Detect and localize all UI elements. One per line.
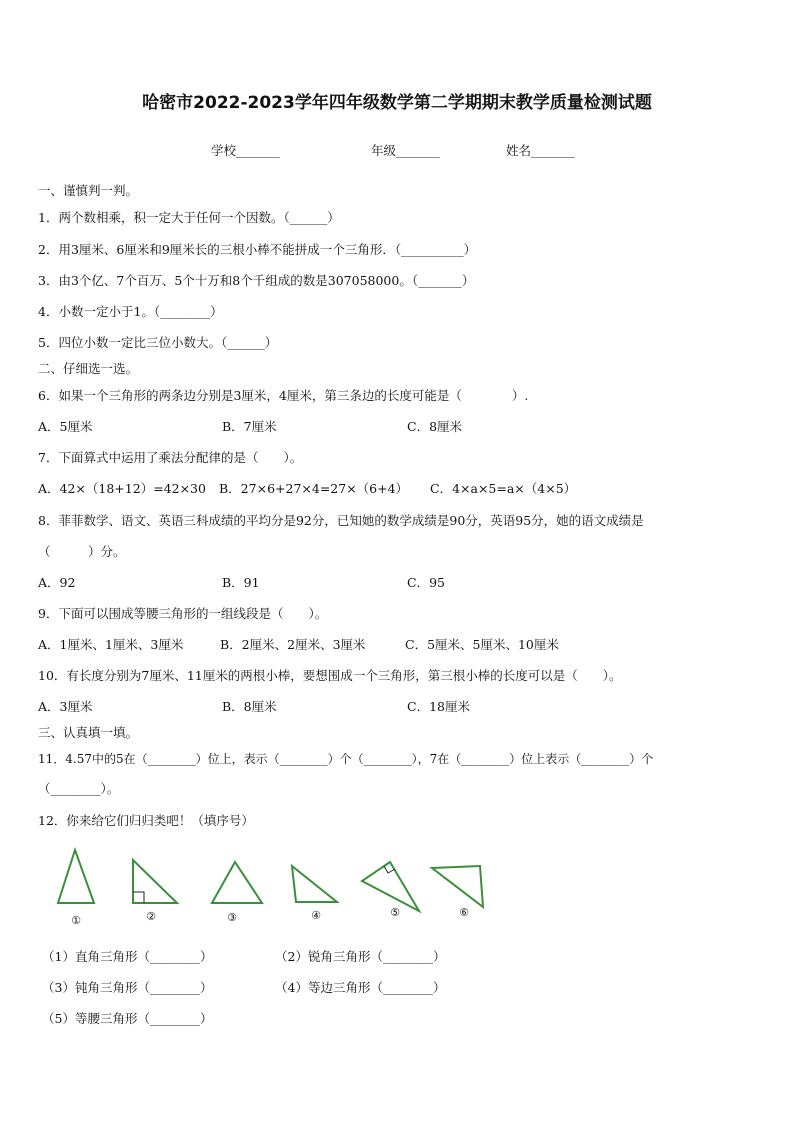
triangle-5 <box>362 862 419 911</box>
answer-acute-triangle: （2）锐角三角形（________） <box>275 949 446 964</box>
question-11: 11．4.57中的5在（________）位上，表示（________）个（________），7在（________）位上表示（________）个 <box>38 752 654 766</box>
q8-option-c: C．95 <box>407 575 445 590</box>
triangle-1 <box>58 850 94 903</box>
answer-right-triangle: （1）直角三角形（________） <box>42 949 213 964</box>
q10-option-b: B．8厘米 <box>222 699 277 714</box>
triangle-3 <box>212 862 262 903</box>
question-8-cont: （ ）分。 <box>38 544 126 559</box>
triangle-label-3: ③ <box>227 911 237 924</box>
q6-option-c: C．8厘米 <box>407 419 463 434</box>
question-4: 4．小数一定小于1。（________） <box>38 304 223 319</box>
triangle-label-1: ① <box>71 914 81 927</box>
q8-option-b: B．91 <box>222 575 260 590</box>
section-heading-3: 三、认真填一填。 <box>38 725 139 740</box>
question-1: 1．两个数相乘，积一定大于任何一个因数。（______） <box>38 210 340 225</box>
question-12: 12．你来给它们归归类吧！（填序号） <box>38 813 254 828</box>
q10-option-c: C．18厘米 <box>407 699 470 714</box>
triangle-6 <box>432 866 483 907</box>
question-11-cont: （________）。 <box>38 781 120 796</box>
triangle-4 <box>292 866 337 902</box>
triangle-label-2: ② <box>146 910 156 923</box>
question-7: 7．下面算式中运用了乘法分配律的是（ ）。 <box>38 450 303 465</box>
q9-option-b: B．2厘米、2厘米、3厘米 <box>220 637 366 652</box>
triangle-label-5: ⑤ <box>390 906 400 919</box>
triangle-label-6: ⑥ <box>459 906 469 919</box>
grade-field: 年级_______ <box>371 143 440 158</box>
q7-option-b: B．27×6+27×4=27×（6+4） <box>219 481 409 496</box>
q10-option-a: A．3厘米 <box>38 699 93 714</box>
q8-option-a: A．92 <box>38 575 76 590</box>
triangle-2 <box>133 860 177 903</box>
answer-obtuse-triangle: （3）钝角三角形（________） <box>42 980 213 995</box>
q9-option-a: A．1厘米、1厘米、3厘米 <box>38 637 184 652</box>
triangle-figures <box>0 840 794 930</box>
answer-equilateral-triangle: （4）等边三角形（________） <box>275 980 446 995</box>
question-10: 10．有长度分别为7厘米、11厘米的两根小棒，要想围成一个三角形，第三根小棒的长度可以是（ ）。 <box>38 668 622 683</box>
q9-option-c: C．5厘米、5厘米、10厘米 <box>405 637 559 652</box>
answer-isosceles-triangle: （5）等腰三角形（________） <box>42 1011 213 1026</box>
page-title: 哈密市2022-2023学年四年级数学第二学期期末教学质量检测试题 <box>142 93 652 113</box>
q7-option-c: C．4×a×5=a×（4×5） <box>430 481 577 496</box>
triangle-label-4: ④ <box>311 909 321 922</box>
school-field: 学校_______ <box>211 143 280 158</box>
right-angle-mark-2 <box>133 892 144 903</box>
q6-option-a: A．5厘米 <box>38 419 93 434</box>
question-6: 6．如果一个三角形的两条边分别是3厘米，4厘米，第三条边的长度可能是（ ）. <box>38 388 529 403</box>
name-field: 姓名_______ <box>506 143 575 158</box>
question-5: 5．四位小数一定比三位小数大。（______） <box>38 335 278 350</box>
question-2: 2．用3厘米、6厘米和9厘米长的三根小棒不能拼成一个三角形．（__________） <box>38 242 477 257</box>
q6-option-b: B．7厘米 <box>222 419 277 434</box>
question-9: 9．下面可以围成等腰三角形的一组线段是（ ）。 <box>38 606 328 621</box>
section-heading-2: 二、仔细选一选。 <box>38 361 139 376</box>
section-heading-1: 一、谨慎判一判。 <box>38 183 139 198</box>
q7-option-a: A．42×（18+12）=42×30 <box>38 481 206 496</box>
question-8: 8．菲菲数学、语文、英语三科成绩的平均分是92分，已知她的数学成绩是90分，英语95分，她的语文成绩是 <box>38 513 644 528</box>
question-3: 3．由3个亿、7个百万、5个十万和8个千组成的数是307058000。（_______） <box>38 273 475 288</box>
